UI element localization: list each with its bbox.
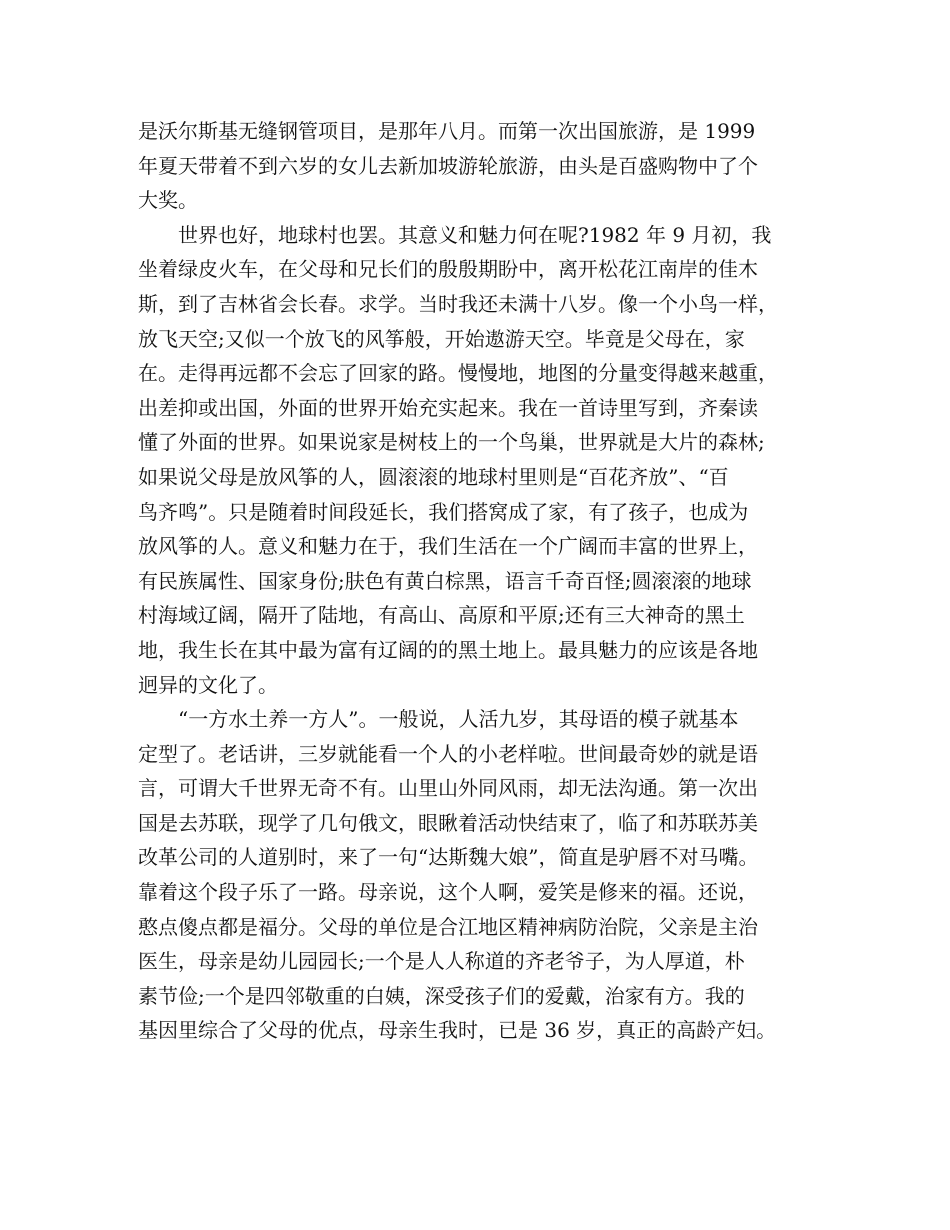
text-line: 大奖。 <box>138 188 198 213</box>
text-line: 定型了。老话讲，三岁就能看一个人的小老样啦。世间最奇妙的就是语 <box>138 741 758 766</box>
text-line: 村海域辽阔，隔开了陆地，有高山、高原和平原;还有三大神奇的黑土 <box>138 603 745 628</box>
text-line: 有民族属性、国家身份;肤色有黄白棕黑，语言千奇百怪;圆滚滚的地球 <box>138 568 752 593</box>
text-line: 迥异的文化了。 <box>138 672 278 697</box>
text-line: 是沃尔斯基无缝钢管项目，是那年八月。而第一次出国旅游，是 1999 <box>138 119 756 143</box>
text-line: 懂了外面的世界。如果说家是树枝上的一个鸟巢，世界就是大片的森林; <box>138 430 765 455</box>
body-text <box>138 114 818 1048</box>
text-line: 放风筝的人。意义和魅力在于，我们生活在一个广阔而丰富的世界上， <box>138 534 758 559</box>
text-line: 医生，母亲是幼儿园园长;一个是人人称道的齐老爷子，为人厚道，朴 <box>138 949 745 974</box>
text-line: 基因里综合了父母的优点，母亲生我时，已是 36 岁，真正的高龄产妇。 <box>138 1018 777 1043</box>
text-line: 坐着绿皮火车，在父母和兄长们的殷殷期盼中，离开松花江南岸的佳木 <box>138 257 758 282</box>
text-line: 言，可谓大千世界无奇不有。山里山外同风雨，却无法沟通。第一次出 <box>138 776 758 801</box>
text-line: 年夏天带着不到六岁的女儿去新加坡游轮旅游，由头是百盛购物中了个 <box>138 153 758 178</box>
text-line: 世界也好，地球村也罢。其意义和魅力何在呢?1982 年 9 月初，我 <box>138 222 772 247</box>
text-line: 在。走得再远都不会忘了回家的路。慢慢地，地图的分量变得越来越重， <box>138 361 778 386</box>
text-line: 国是去苏联，现学了几句俄文，眼瞅着活动快结束了，临了和苏联苏美 <box>138 810 758 835</box>
text-line: 地，我生长在其中最为富有辽阔的的黑土地上。最具魅力的应该是各地 <box>138 637 758 662</box>
text-line: 如果说父母是放风筝的人，圆滚滚的地球村里则是“百花齐放”、“百 <box>138 464 729 489</box>
text-line: 素节俭;一个是四邻敬重的白姨，深受孩子们的爱戴，治家有方。我的 <box>138 983 745 1008</box>
text-line: 憨点傻点都是福分。父母的单位是合江地区精神病防治院，父亲是主治 <box>138 914 758 939</box>
text-line: “一方水土养一方人”。一般说，人活九岁，其母语的模子就基本 <box>138 707 739 732</box>
text-line: 斯，到了吉林省会长春。求学。当时我还未满十八岁。像一个小鸟一样， <box>138 291 778 316</box>
text-line: 鸟齐鸣”。只是随着时间段延长，我们搭窝成了家，有了孩子，也成为 <box>138 499 749 524</box>
text-line: 出差抑或出国，外面的世界开始充实起来。我在一首诗里写到，齐秦读 <box>138 395 758 420</box>
text-line: 放飞天空;又似一个放飞的风筝般，开始遨游天空。毕竟是父母在，家 <box>138 326 745 351</box>
text-line: 改革公司的人道别时，来了一句“达斯魏大娘”，简直是驴唇不对马嘴。 <box>138 845 759 870</box>
text-line: 靠着这个段子乐了一路。母亲说，这个人啊，爱笑是修来的福。还说， <box>138 880 758 905</box>
